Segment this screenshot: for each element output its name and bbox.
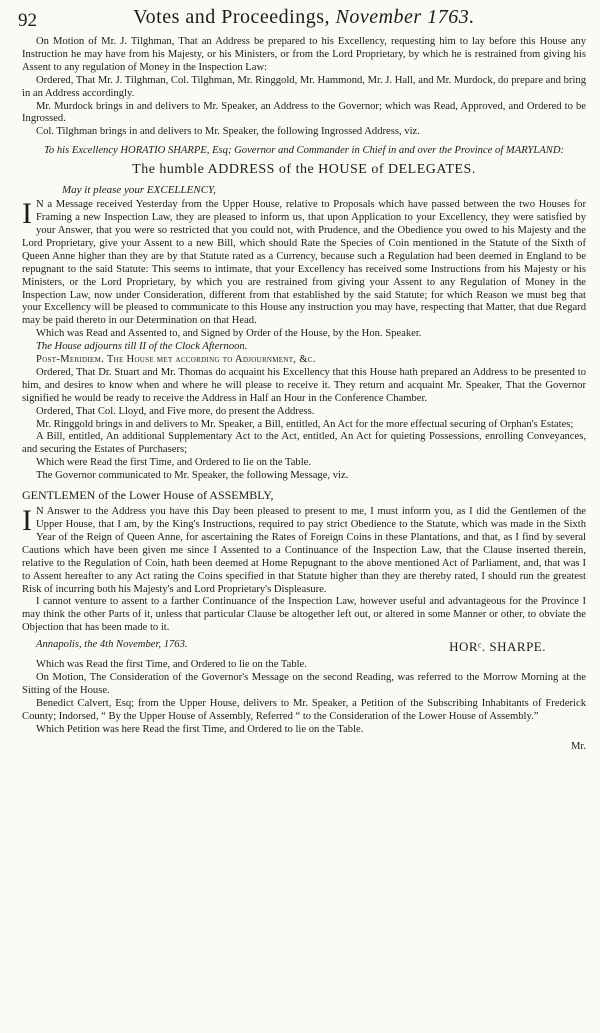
paragraph: Which was Read and Assented to, and Signed by Order of the House, by the Hon. Speaker. xyxy=(36,328,422,340)
paragraph: Mr. Ringgold brings in and delivers to Mr. Speaker, a Bill, entitled, An Act for the more effectual securing of Orphan's Estates; xyxy=(36,418,574,430)
paragraph: Which was Read the first Time, and Ordered to lie on the Table. xyxy=(36,659,307,671)
top-proceedings xyxy=(22,36,586,139)
page-header xyxy=(18,6,586,36)
signature: HORᶜ. SHARPE. xyxy=(449,639,546,655)
place-date: Annapolis, the 4th November, 1763. xyxy=(36,639,188,651)
paragraph: Post-Meridiem. The House met according to Adjournment, &c. xyxy=(36,354,316,366)
paragraph: On Motion, The Consideration of the Governor's Message on the second Reading, was referred to the Morrow Morning at the Sitting of the House. xyxy=(22,672,586,696)
address-text: N a Message received Yesterday from the Upper House, relative to Proposals which have passed between the two Houses for Framing a new Inspection Law, they are pleased to inform us, that upon Application to your Excellency, they were satisfied by your Answer, that you were so restricted that you could not, with Prudence, and the Obedience you owed to his Majesty and the Lord Proprietary, give your Assent to a new Bill, which should Rate the Species of Coin mentioned in the Statute of the Sixth of Queen Anne higher than they are by that Statute rated as a Currency, because such a Regulation had been deemed in England to be repugnant to the said Statute: This seems to intimate, that your Excellency has received some Instructions from his Majesty or his Ministers, or the Lord Proprietary, by which you are restrained from giving your Assent to any Regulation of Money in the Inspection Law, now under Consideration, different from that established by the said Statute; for which Reason we must beg that your Excellency will be pleased to communicate to this House any instruction you may have, respecting that Matter, that due Regard may be paid thereto in our Determination on that Head. xyxy=(22,199,586,327)
message-heading: GENTLEMEN of the Lower House of ASSEMBLY, xyxy=(22,488,274,503)
paragraph: Which Petition was here Read the first Time, and Ordered to lie on the Table. xyxy=(36,723,364,735)
paragraph: Which were Read the first Time, and Ordered to lie on the Table. xyxy=(36,457,312,469)
running-head xyxy=(133,6,474,28)
page-number: 92 xyxy=(18,10,37,31)
drop-cap: I xyxy=(22,197,32,231)
message-text: N Answer to the Address you have this Day been pleased to present to me, I must inform you, as I did the Gentlemen of the Upper House, that I am, by the King's Instructions, required to pay strict Obedience to the Statute, which was made in the Sixth Year of the Reign of Queen Anne, for ascertaining the Rates of Foreign Coins in these Plantations, and that, as I find by several Cautions which have been given me since I Assented to a Continuance of the Inspection Law, that the Clause inserted therein, relative to the Regulation of Coin, hath been deemed at Home Repugnant to the above mentioned Act of Parliament, and, that was I to Assent hereafter to any Act rating the Coins specified in that Statute higher than they are thereby rated, I should run the greatest Risk of incurring both his Majesty's and Lord Proprietary's Displeasure. xyxy=(22,506,586,595)
message-body-2: I cannot venture to assent to a farther Continuance of the Inspection Law, however useful and advantageous for the Province I may think the other Parts of it, unless that particular Clause be altogether left out, or altered in some Manner or other, to obviate the Objection that has been made to it. xyxy=(22,596,586,634)
paragraph: Col. Tilghman brings in and delivers to Mr. Speaker, the following Ingrossed Address, viz. xyxy=(36,126,420,138)
paragraph: Benedict Calvert, Esq; from the Upper House, delivers to Mr. Speaker, a Petition of the Subscribing Inhabitants of Frederick County; Indorsed, “ By the Upper House of Assembly, Referred “ to the Consideration of the Lower House of Assembly.” xyxy=(22,697,586,722)
message-body xyxy=(22,506,586,596)
mid-proceedings xyxy=(22,328,586,483)
address-recipient: To his Excellency HORATIO SHARPE, Esq; Governor and Commander in Chief in and over the Province of MARYLAND: xyxy=(44,145,564,157)
paragraph: Ordered, That Col. Lloyd, and Five more, do present the Address. xyxy=(36,405,315,417)
paragraph: Ordered, That Mr. J. Tilghman, Col. Tilghman, Mr. Ringgold, Mr. Hammond, Mr. J. Hall, and Mr. Murdock, do prepare and bring in an Address accordingly. xyxy=(22,74,586,99)
address-body xyxy=(22,199,586,328)
running-head-title: Votes and Proceedings, xyxy=(133,6,330,28)
paragraph: The Governor communicated to Mr. Speaker, the following Message, viz. xyxy=(36,470,349,482)
running-head-date: November 1763. xyxy=(335,6,475,28)
paragraph: Mr. Murdock brings in and delivers to Mr. Speaker, an Address to the Governor; which was Read, Approved, and Ordered to be Ingrossed. xyxy=(22,100,586,125)
paragraph: Ordered, That Dr. Stuart and Mr. Thomas do acquaint his Excellency that this House hath prepared an Address to be presented to him, and desires to know when and where he will please to receive it. They return and acquaint Mr. Speaker, That the Governor signified he would be ready to receive the Address in Half an Hour in the Conference Chamber. xyxy=(22,366,586,404)
signature-row xyxy=(22,639,586,655)
address-salutation: May it please your EXCELLENCY, xyxy=(62,184,216,197)
paragraph: On Motion of Mr. J. Tilghman, That an Address be prepared to his Excellency, requesting him to lay before this House any Instruction he may have from his Majesty, or his Ministers, or from the Lord Proprietary, by which he is restrained from giving his Assent to any regulation of Money in the Inspection Law: xyxy=(22,36,586,73)
catchword: Mr. xyxy=(570,740,586,752)
drop-cap: I xyxy=(22,504,32,538)
paragraph: The House adjourns till II of the Clock Afternoon. xyxy=(36,341,248,353)
paragraph: A Bill, entitled, An additional Supplementary Act to the Act, entitled, An Act for quieting Possessions, enrolling Conveyances, and securing the Estates of Purchasers; xyxy=(22,431,586,456)
bottom-proceedings xyxy=(22,659,586,736)
address-title: The humble ADDRESS of the HOUSE of DELEGATES. xyxy=(132,162,476,178)
